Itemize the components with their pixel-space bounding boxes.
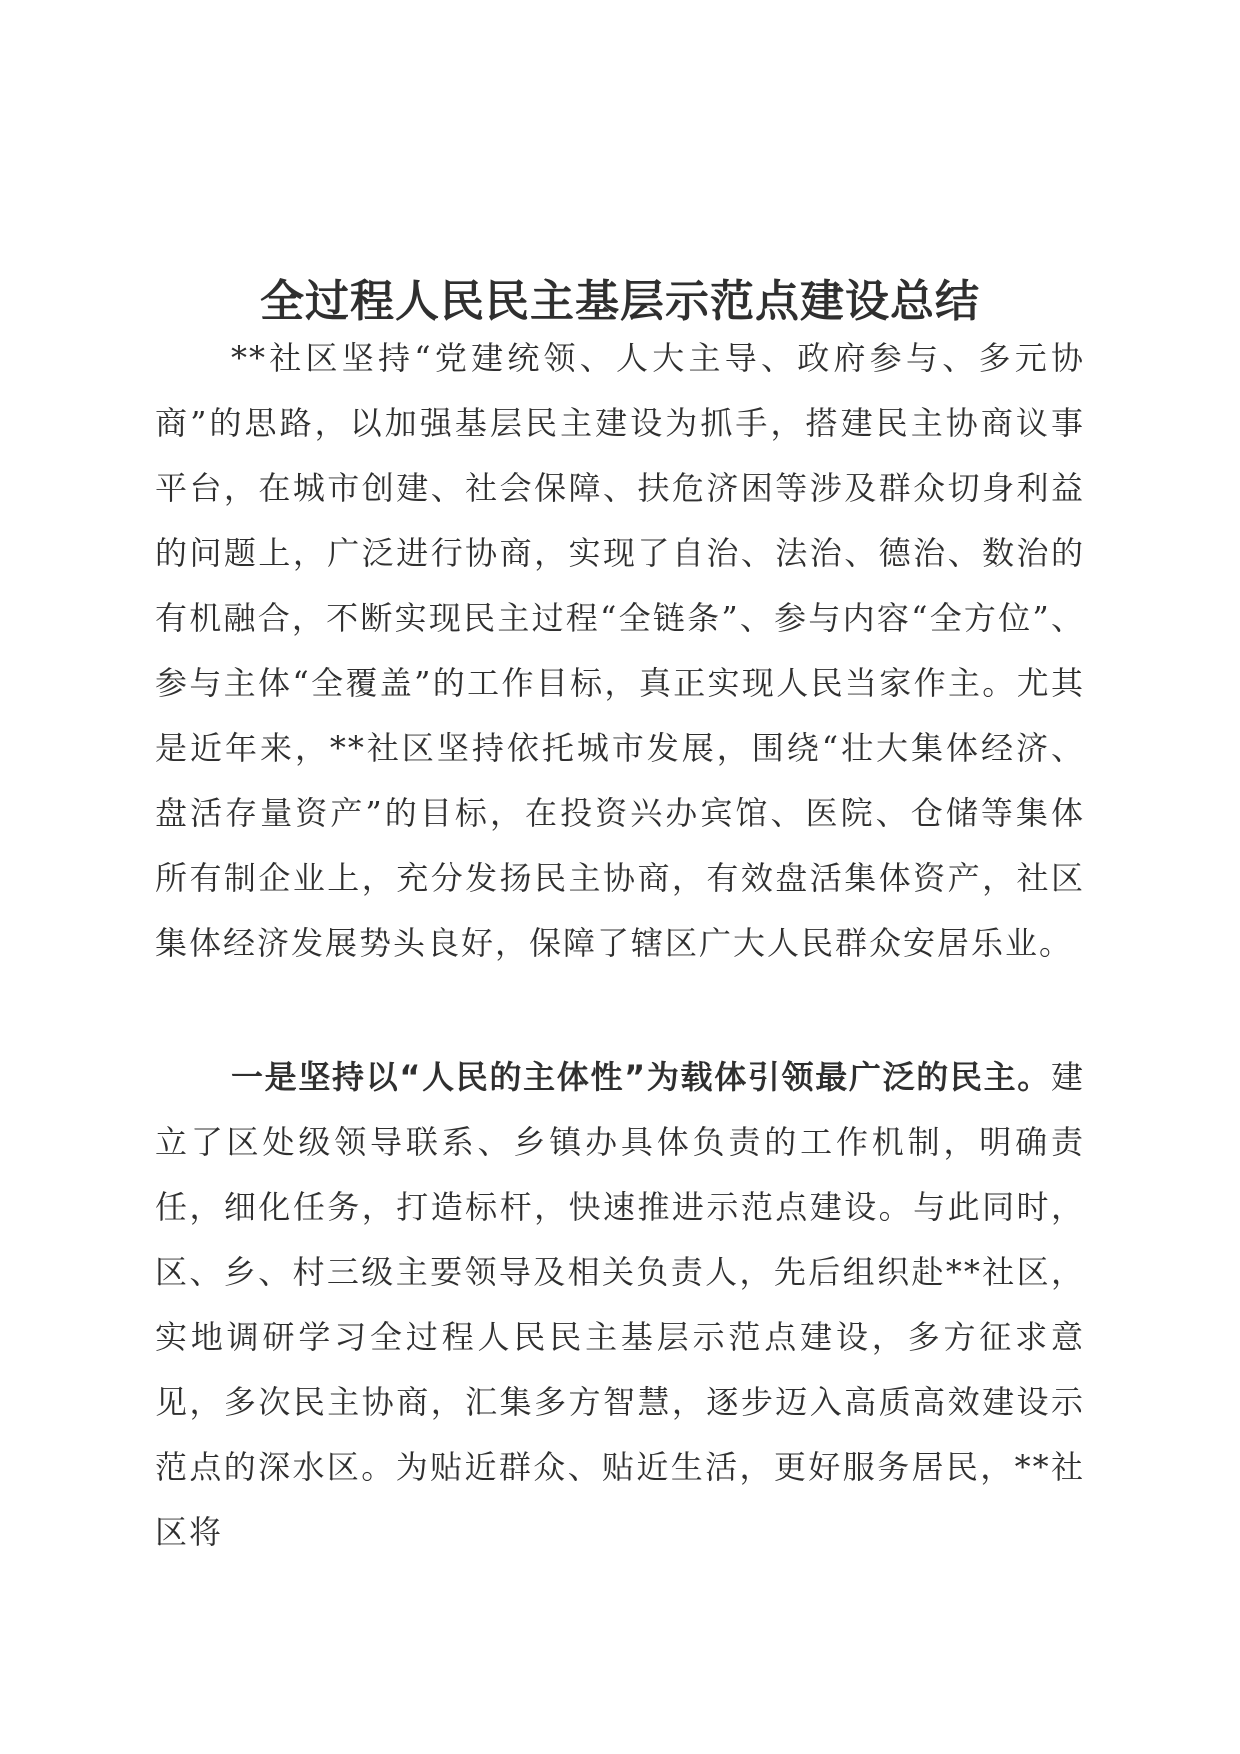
paragraph-lead-heading: 一是坚持以“人民的主体性”为载体引领最广泛的民主。 [231,1058,1051,1096]
paragraph-body-text: 建立了区处级领导联系、乡镇办具体负责的工作机制，明确责任，细化任务，打造标杆，快速推进示范点建设。与此同时，区、乡、村三级主要领导及相关负责人，先后组织赴**社区，实地调研学习全过程人民民主基层示范点建设，多方征求意见，多次民主协商，汇集多方智慧，逐步迈入高质高效建设示范点的深水区。为贴近群众、贴近生活，更好服务居民，**社区将 [155,1058,1085,1551]
body-paragraph-1: **社区坚持“党建统领、人大主导、政府参与、多元协商”的思路，以加强基层民主建设为抓手，搭建民主协商议事平台，在城市创建、社会保障、扶危济困等涉及群众切身利益的问题上，广泛进行协商，实现了自治、法治、德治、数治的有机融合，不断实现民主过程“全链条”、参与内容“全方位”、参与主体“全覆盖”的工作目标，真正实现人民当家作主。尤其是近年来，**社区坚持依托城市发展，围绕“壮大集体经济、盘活存量资产”的目标，在投资兴办宾馆、医院、仓储等集体所有制企业上，充分发扬民主协商，有效盘活集体资产，社区集体经济发展势头良好，保障了辖区广大人民群众安居乐业。 [155,339,1085,962]
body-paragraph-2 [155,1045,1085,1565]
document-title: 全过程人民民主基层示范点建设总结 [260,276,980,328]
